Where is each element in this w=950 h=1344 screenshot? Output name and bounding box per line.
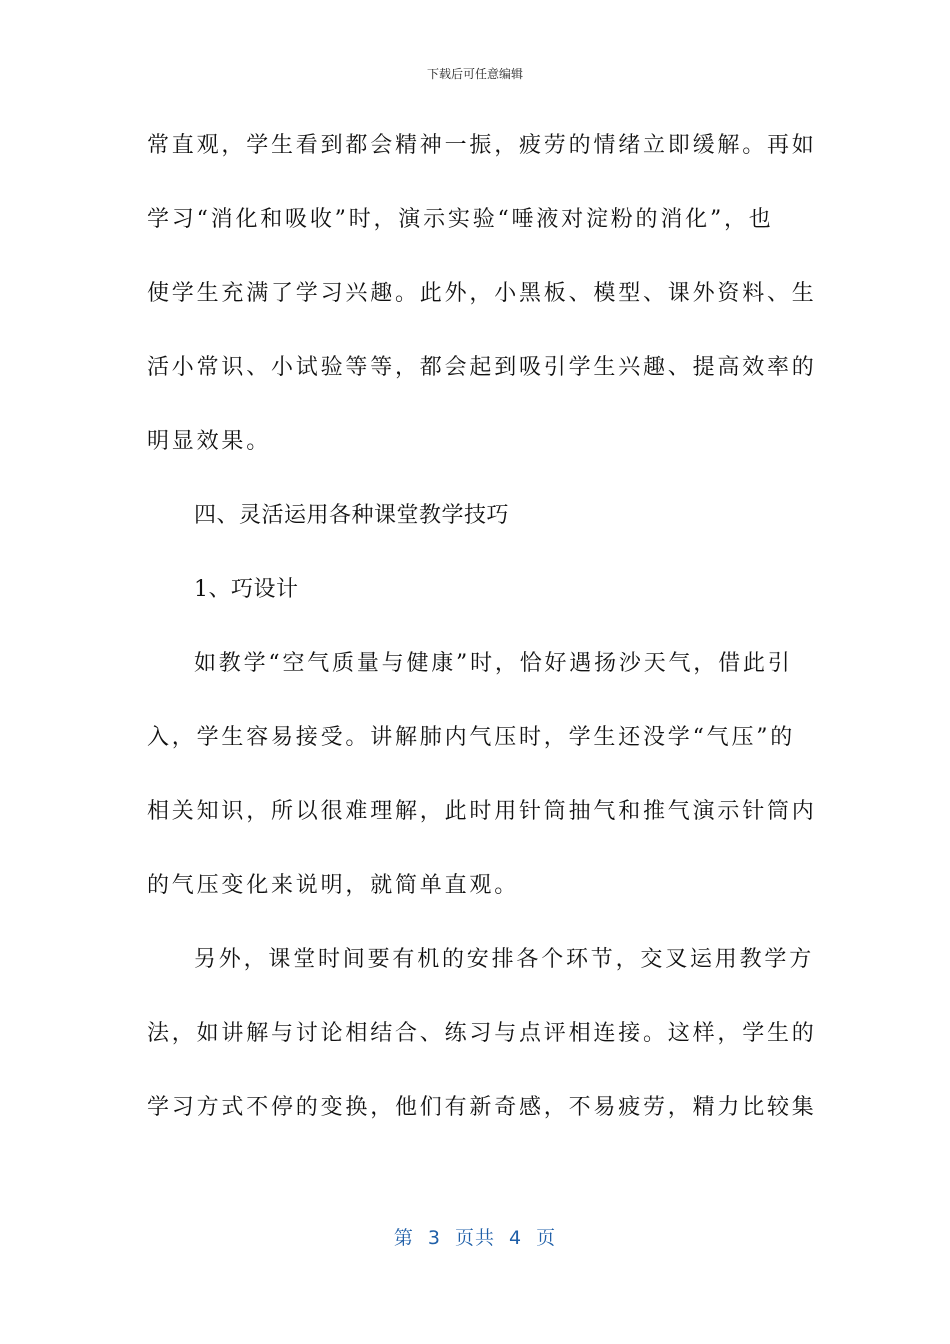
- body-line: 法，如讲解与讨论相结合、练习与点评相连接。这样，学生的: [147, 1021, 817, 1046]
- body-line: 明显效果。: [147, 429, 272, 454]
- body-line: 学习方式不停的变换，他们有新奇感，不易疲劳，精力比较集: [147, 1095, 817, 1120]
- body-line: 常直观，学生看到都会精神一振，疲劳的情绪立即缓解。再如: [147, 133, 817, 158]
- footer-total-pages: 4: [509, 1227, 523, 1249]
- body-line: 学习“消化和吸收”时，演示实验“唾液对淀粉的消化”，也: [147, 207, 774, 232]
- footer-middle: 页共: [454, 1227, 495, 1249]
- body-line: 的气压变化来说明，就简单直观。: [147, 873, 520, 898]
- body-line: 活小常识、小试验等等，都会起到吸引学生兴趣、提高效率的: [147, 355, 817, 380]
- subsection-heading: 1、巧设计: [194, 577, 299, 602]
- page-footer: [0, 1224, 950, 1252]
- body-line: 入，学生容易接受。讲解肺内气压时，学生还没学“气压”的: [147, 725, 796, 750]
- body-line: 另外，课堂时间要有机的安排各个环节，交叉运用教学方: [194, 947, 815, 972]
- footer-suffix: 页: [536, 1227, 557, 1249]
- document-body: [147, 126, 817, 1162]
- page-header-note: 下载后可任意编辑: [426, 67, 523, 81]
- footer-current-page: 3: [427, 1227, 441, 1249]
- body-line: 相关知识，所以很难理解，此时用针筒抽气和推气演示针筒内: [147, 799, 817, 824]
- footer-prefix: 第: [393, 1227, 414, 1249]
- body-line: 使学生充满了学习兴趣。此外，小黑板、模型、课外资料、生: [147, 281, 817, 306]
- body-line: 如教学“空气质量与健康”时，恰好遇扬沙天气，借此引: [194, 651, 793, 676]
- section-heading: 四、灵活运用各种课堂教学技巧: [194, 503, 510, 528]
